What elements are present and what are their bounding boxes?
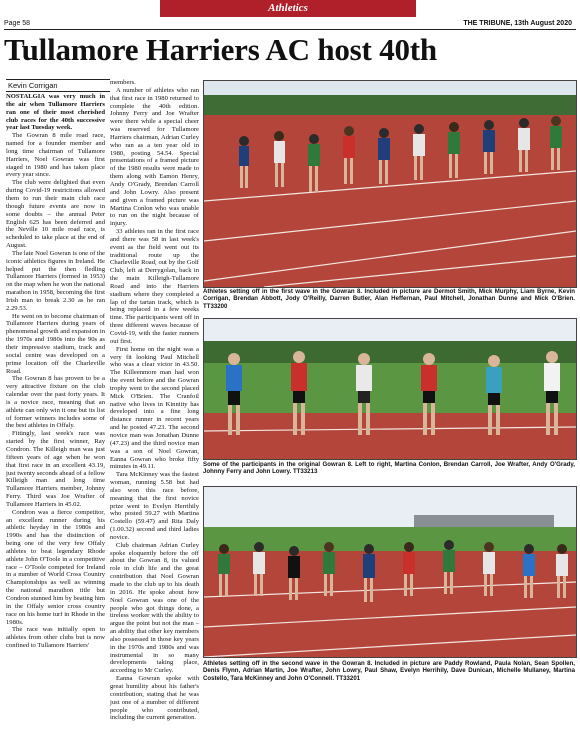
paragraph: The Gowran 8 mile road race, named for a founder member and long time chairman of Tullamore Harriers, Noel Gowran was first staged in 1980 and has taken place every year since. <box>6 132 105 179</box>
photo-icon <box>204 319 576 459</box>
paragraph: members. <box>110 79 136 86</box>
paragraph: 33 athletes ran in the first race and there was 58 in last week's event as the field went out its traditional route up the Charleville Road, out by the Golf Club, left at Derrygolan, back in the main Killeigh-Tullamore Road and into the Harriers stadium where they completed a lap of the tartan track, which is being replaced in a few weeks time. The participants went off in three different waves because of Covid-19, with the faster runners out first. <box>110 228 199 345</box>
paragraph: Condron was a fierce competitor, an excellent runner during his athletic heyday in the 1980s and 1990s and has the distinction of being one of the very few Offaly athletes to beat legendary Rhode athlete John O'Toole in a competitive race – O'Toole competed for Ireland in a number of World Cross Country Championships as well as winning the national marathon title but Condron stunned him by beating him in the Offaly senior cross country race on his home turf in Rhode in the 1980s. <box>6 508 105 626</box>
paragraph: The club were delighted that even during Covid-19 restrictions allowed them to run their main club race though future events are now in some doubts – the annual Peter English 625 has been deferred and the Neville 10 mile road race, is scheduled to take place at the end of August. <box>6 179 105 250</box>
paragraph: The Gowran 8 has proven to be a very attractive fixture on the club calendar over the past forty years. It is a novice race, meaning that an athlete can only win it one but its list of former winners includes some of the best athletes in Offaly. <box>6 375 105 430</box>
headline: Tullamore Harriers AC host 40th <box>4 32 437 67</box>
article-column-2 <box>110 79 199 722</box>
paragraph: A number of athletes who ran that first race in 1980 returned to complete the 40th edition. Johnny Ferry and Joe Wrafter were there while a special cheer was reserved for Tullamore Harriers chairman, Adrian Curley who ran as a ten year old in 1980, posting 54.54. Special presentations of a framed picture of the 1980 results were made to them along with Eamon Henry, Andy O'Grady, Brendan Carroll and John Lowry. Also present and given a framed picture was Martina Conlon who was unable to run on the night because of injury. <box>110 86 199 228</box>
photo-icon <box>204 81 576 287</box>
photo-original-participants <box>203 318 577 460</box>
header-rule <box>4 29 576 30</box>
photo-second-wave <box>203 486 577 658</box>
paragraph: The late Noel Gowran is one of the iconic athletics figures in Ireland. He helped put the then fledling Tullamore Harriers (formed in 1953) on the map when he won the national marathon in 1958, becoming the first Irish man to break 2.30 as he ran 2.29.53. <box>6 249 105 312</box>
lede-paragraph: NOSTALGIA was very much in the air when Tullamore Harriers ran one of their most cherished club races for the 40th successive year last Tuesday week. <box>6 93 105 132</box>
publication-date: THE TRIBUNE, 13th August 2020 <box>463 20 572 27</box>
paragraph: He went on to become chairman of Tullamore Harriers during years of phenomenal growth and expansion in the 1970s and 1980s into the 90s as their impressive stadium, track and social centre was developed on a prime location off the Charleville Road. <box>6 312 105 375</box>
paragraph: First home on the night was a very fit looking Paul Mitchell who was a clear victor in 43.50. The Killeenmore man had won the event before and the Gowran trophy went to the second placed Mick O'Brien. The Cranfoil native who lives in Kinnitty has developed into a fine long distance runner in recent years and he posted 47.23. The second novice man was Jonathan Dunne (47.23) and the third novice man was a son of Noel Gowran, Eanna Gowran who broke fifty minutes in 49.11. <box>110 345 199 471</box>
paragraph: Club chairman Adrian Curley spoke eloquently before the off about the Gowran 8, its valued role in club life and the great contribution that Noel Gowran made to the club up to his death in 2016. He spoke about how Noel Gowran was one of the people who got things done, a tireless worker with the ability to argue the point but not the man – an ability that other key members also possessed in those key years in the 1970s and 1980s and was instrumental in so many developments taking place, according to Mr Curley. <box>110 541 199 675</box>
photo-first-wave <box>203 80 577 288</box>
paragraph: Fittingly, last week's race was started by the first winner, Ray Condron. The Killeigh man was just fifteen years of age when he won that first race in an excellent 43.19, just twenty seconds ahead of a fellow Killeigh man and long time Tullamore Harriers member, Johnny Ferry. Third was Joe Wrafter of Tullamore Harriers in 45.02. <box>6 430 105 508</box>
caption-photo-2: Some of the participants in the original Gowran 8. Left to right, Martina Conlon, Brendan Carroll, Joe Wrafter, Andy O'Grady, Johnny Ferry and John Lowry. TT33213 <box>203 461 575 476</box>
byline: Kevin Corrigan <box>6 79 110 92</box>
paragraph: Tara McKinney was the fastest woman, running 5.58 but had also won this race before, meaning that the first novice prize went to Evelyn Herrihily who posted 59.27 with Martina Costello (59.47) and Rita Daly (1.00.32) second and third ladies novice. <box>110 471 199 541</box>
section-band <box>160 0 416 17</box>
article-column-1 <box>6 93 105 650</box>
section-title: Athletics <box>268 2 308 14</box>
photo-icon <box>204 487 576 657</box>
caption-photo-1: Athletes setting off in the first wave in the Gowran 8. Included in picture are Dermot Smith, Mick Murphy, Liam Byrne, Kevin Corrigan, Brendan Abbott, Jody O'Reilly, Darren Butler, Alan Heffernan, Paul Mitchell, Jonathan Dunne and Mick O'Brien. TT33200 <box>203 288 575 310</box>
paragraph: The race was initially open to athletes from other clubs but is now confined to Tullamore Harriers' <box>6 626 105 650</box>
caption-photo-3: Athletes setting off in the second wave in the Gowran 8. Included in picture are Paddy Rowland, Paula Nolan, Sean Spollen, Denis Flynn, Adrian Martin, Joe Wrafter, John Lowry, Paul Shaw, Evelyn Herrihily, Dave Dunican, Michelle Mullaney, Martina Costello, Tara McKinney and John O'Connell. TT33201 <box>203 660 575 682</box>
page-number: Page 58 <box>4 20 31 27</box>
paragraph: Eanna Gowran spoke with great humility about his father's contribution, stating that he was just one of a number of different people who contributed, including the current generation. <box>110 675 199 722</box>
